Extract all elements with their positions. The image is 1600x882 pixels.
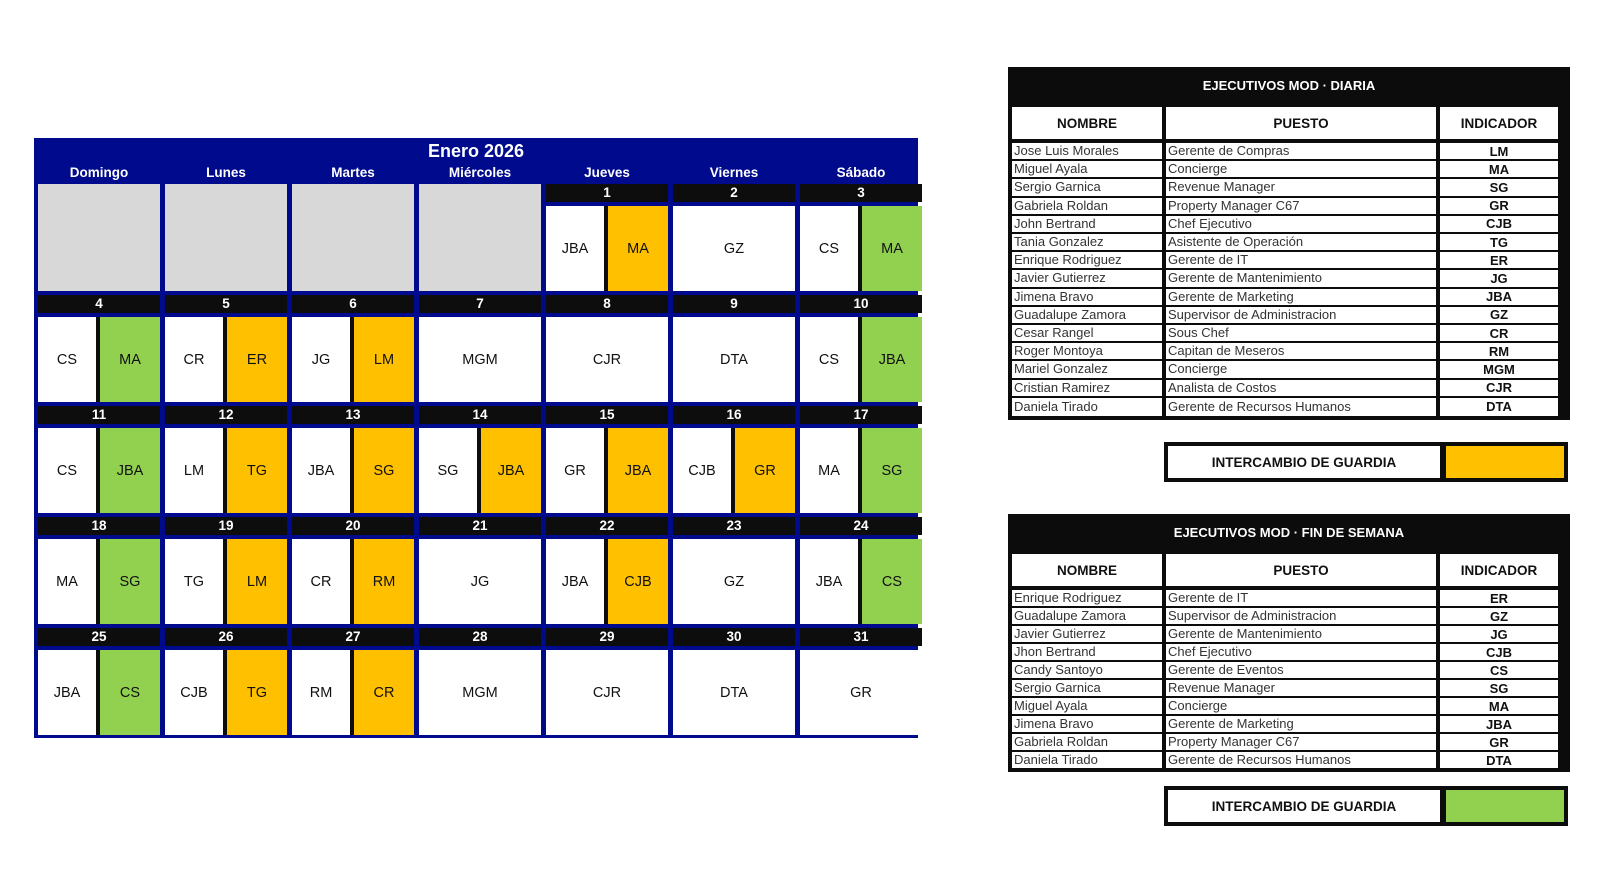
- assigned-executive: TG: [165, 539, 223, 624]
- header-nombre: NOMBRE: [1012, 107, 1162, 139]
- day-number: 19: [165, 517, 287, 535]
- cell-name: John Bertrand: [1012, 216, 1162, 232]
- assigned-executive: CS: [800, 206, 858, 291]
- weekend-table-title: EJECUTIVOS MOD · FIN DE SEMANA: [1173, 525, 1405, 540]
- cell-indicator: LM: [1440, 143, 1558, 159]
- day-number: 25: [38, 628, 160, 646]
- cell-indicator: GZ: [1440, 608, 1558, 624]
- day-cell: [419, 539, 541, 624]
- assigned-executive: JBA: [292, 428, 350, 513]
- cell-name: Gabriela Roldan: [1012, 734, 1162, 750]
- assigned-executive: CS: [38, 428, 96, 513]
- cell-indicator: CR: [1440, 325, 1558, 341]
- swap-executive: TG: [227, 428, 287, 513]
- daily-legend: [1164, 442, 1568, 482]
- day-number: 15: [546, 406, 668, 424]
- assigned-executive: GR: [800, 650, 922, 735]
- cell-position: Gerente de Mantenimiento: [1166, 626, 1436, 642]
- cell-position: Supervisor de Administracion: [1166, 608, 1436, 624]
- cell-indicator: GZ: [1440, 307, 1558, 323]
- day-cell: [292, 539, 414, 624]
- swap-executive: MA: [100, 317, 160, 402]
- cell-name: Jose Luis Morales: [1012, 143, 1162, 159]
- cell-name: Roger Montoya: [1012, 343, 1162, 359]
- swap-executive: ER: [227, 317, 287, 402]
- cell-position: Gerente de Compras: [1166, 143, 1436, 159]
- day-cell: [673, 317, 795, 402]
- day-number: 6: [292, 295, 414, 313]
- day-name: Jueves: [584, 165, 630, 180]
- day-name: Viernes: [709, 165, 759, 180]
- cell-position: Gerente de Mantenimiento: [1166, 270, 1436, 286]
- cell-name: Candy Santoyo: [1012, 662, 1162, 678]
- day-number: 13: [292, 406, 414, 424]
- cell-position: Capitan de Meseros: [1166, 343, 1436, 359]
- day-cell: [292, 650, 414, 735]
- day-number: 4: [38, 295, 160, 313]
- day-cell: [165, 428, 287, 513]
- daily-executives-table: [1008, 67, 1570, 420]
- day-cell: [165, 650, 287, 735]
- day-cell: [673, 428, 795, 513]
- day-number: 1: [546, 184, 668, 202]
- day-number: 26: [165, 628, 287, 646]
- day-number: 14: [419, 406, 541, 424]
- swap-executive: GR: [735, 428, 795, 513]
- day-cell: [292, 428, 414, 513]
- assigned-executive: MA: [800, 428, 858, 513]
- day-number: 22: [546, 517, 668, 535]
- day-cell: [38, 539, 160, 624]
- assigned-executive: JBA: [546, 206, 604, 291]
- day-cell: [292, 317, 414, 402]
- assigned-executive: MGM: [419, 650, 541, 735]
- cell-position: Revenue Manager: [1166, 680, 1436, 696]
- cell-indicator: JG: [1440, 626, 1558, 642]
- weekend-legend-label: INTERCAMBIO DE GUARDIA: [1168, 790, 1440, 822]
- cell-indicator: ER: [1440, 590, 1558, 606]
- day-cell: [546, 317, 668, 402]
- cell-name: Enrique Rodriguez: [1012, 590, 1162, 606]
- swap-executive: JBA: [862, 317, 922, 402]
- day-cell: [546, 428, 668, 513]
- assigned-executive: CR: [165, 317, 223, 402]
- cell-name: Jimena Bravo: [1012, 716, 1162, 732]
- cell-indicator: ER: [1440, 252, 1558, 268]
- assigned-executive: DTA: [673, 317, 795, 402]
- cell-indicator: JG: [1440, 270, 1558, 286]
- daily-legend-swatch: [1446, 446, 1564, 478]
- swap-executive: SG: [862, 428, 922, 513]
- swap-executive: LM: [227, 539, 287, 624]
- day-cell: [673, 539, 795, 624]
- day-name: Domingo: [69, 165, 129, 180]
- cell-name: Cesar Rangel: [1012, 325, 1162, 341]
- swap-executive: SG: [354, 428, 414, 513]
- header-nombre: NOMBRE: [1012, 554, 1162, 586]
- day-cell: [546, 206, 668, 291]
- day-cell: [38, 317, 160, 402]
- cell-name: Tania Gonzalez: [1012, 234, 1162, 250]
- assigned-executive: GZ: [673, 539, 795, 624]
- empty-day-cell: [165, 184, 287, 291]
- assigned-executive: JBA: [546, 539, 604, 624]
- day-cell: [38, 650, 160, 735]
- cell-name: Gabriela Roldan: [1012, 198, 1162, 214]
- weekend-executives-table: [1008, 514, 1570, 772]
- day-number: 30: [673, 628, 795, 646]
- header-puesto: PUESTO: [1166, 107, 1436, 139]
- cell-name: Guadalupe Zamora: [1012, 608, 1162, 624]
- day-cell: [673, 650, 795, 735]
- day-number: 31: [800, 628, 922, 646]
- day-cell: [800, 317, 922, 402]
- assigned-executive: RM: [292, 650, 350, 735]
- cell-position: Analista de Costos: [1166, 380, 1436, 396]
- assigned-executive: CJB: [673, 428, 731, 513]
- day-name: Martes: [331, 165, 375, 180]
- day-cell: [165, 539, 287, 624]
- cell-indicator: GR: [1440, 198, 1558, 214]
- day-number: 12: [165, 406, 287, 424]
- cell-position: Sous Chef: [1166, 325, 1436, 341]
- empty-day-cell: [419, 184, 541, 291]
- cell-name: Sergio Garnica: [1012, 179, 1162, 195]
- cell-position: Property Manager C67: [1166, 198, 1436, 214]
- cell-name: Jhon Bertrand: [1012, 644, 1162, 660]
- cell-indicator: SG: [1440, 179, 1558, 195]
- swap-executive: CJB: [608, 539, 668, 624]
- assigned-executive: JG: [292, 317, 350, 402]
- swap-executive: RM: [354, 539, 414, 624]
- cell-name: Daniela Tirado: [1012, 752, 1162, 768]
- cell-indicator: CJB: [1440, 644, 1558, 660]
- day-number: 3: [800, 184, 922, 202]
- cell-name: Daniela Tirado: [1012, 398, 1162, 416]
- cell-name: Guadalupe Zamora: [1012, 307, 1162, 323]
- day-cell: [800, 650, 922, 735]
- cell-position: Gerente de Marketing: [1166, 716, 1436, 732]
- assigned-executive: SG: [419, 428, 477, 513]
- assigned-executive: CJR: [546, 317, 668, 402]
- day-number: 2: [673, 184, 795, 202]
- cell-indicator: MA: [1440, 161, 1558, 177]
- swap-executive: JBA: [100, 428, 160, 513]
- daily-legend-label: INTERCAMBIO DE GUARDIA: [1168, 446, 1440, 478]
- empty-day-cell: [292, 184, 414, 291]
- swap-executive: CR: [354, 650, 414, 735]
- swap-executive: SG: [100, 539, 160, 624]
- cell-indicator: DTA: [1440, 752, 1558, 768]
- cell-indicator: CJB: [1440, 216, 1558, 232]
- cell-position: Gerente de Marketing: [1166, 289, 1436, 305]
- assigned-executive: JG: [419, 539, 541, 624]
- cell-name: Javier Gutierrez: [1012, 626, 1162, 642]
- cell-indicator: DTA: [1440, 398, 1558, 416]
- cell-position: Concierge: [1166, 361, 1436, 377]
- day-cell: [165, 317, 287, 402]
- assigned-executive: JBA: [38, 650, 96, 735]
- cell-position: Asistente de Operación: [1166, 234, 1436, 250]
- day-number: 8: [546, 295, 668, 313]
- cell-position: Chef Ejecutivo: [1166, 644, 1436, 660]
- cell-name: Mariel Gonzalez: [1012, 361, 1162, 377]
- day-cell: [419, 428, 541, 513]
- day-number: 9: [673, 295, 795, 313]
- cell-indicator: MA: [1440, 698, 1558, 714]
- cell-position: Gerente de Recursos Humanos: [1166, 398, 1436, 416]
- day-number: 17: [800, 406, 922, 424]
- day-number: 23: [673, 517, 795, 535]
- swap-executive: JBA: [481, 428, 541, 513]
- cell-indicator: SG: [1440, 680, 1558, 696]
- header-indicador: INDICADOR: [1440, 554, 1558, 586]
- day-number: 28: [419, 628, 541, 646]
- cell-indicator: JBA: [1440, 289, 1558, 305]
- assigned-executive: CR: [292, 539, 350, 624]
- cell-indicator: CS: [1440, 662, 1558, 678]
- day-number: 29: [546, 628, 668, 646]
- cell-name: Miguel Ayala: [1012, 698, 1162, 714]
- cell-name: Javier Gutierrez: [1012, 270, 1162, 286]
- weekend-legend: [1164, 786, 1568, 826]
- cell-name: Cristian Ramirez: [1012, 380, 1162, 396]
- day-number: 27: [292, 628, 414, 646]
- day-cell: [800, 206, 922, 291]
- assigned-executive: MGM: [419, 317, 541, 402]
- cell-position: Concierge: [1166, 698, 1436, 714]
- day-cell: [38, 428, 160, 513]
- assigned-executive: GZ: [673, 206, 795, 291]
- empty-day-cell: [38, 184, 160, 291]
- cell-position: Revenue Manager: [1166, 179, 1436, 195]
- daily-table-title: EJECUTIVOS MOD · DIARIA: [1202, 78, 1376, 93]
- swap-executive: LM: [354, 317, 414, 402]
- cell-position: Property Manager C67: [1166, 734, 1436, 750]
- assigned-executive: LM: [165, 428, 223, 513]
- assigned-executive: MA: [38, 539, 96, 624]
- day-number: 24: [800, 517, 922, 535]
- day-cell: [546, 539, 668, 624]
- day-number: 11: [38, 406, 160, 424]
- cell-indicator: CJR: [1440, 380, 1558, 396]
- assigned-executive: JBA: [800, 539, 858, 624]
- day-cell: [673, 206, 795, 291]
- swap-executive: TG: [227, 650, 287, 735]
- day-cell: [800, 428, 922, 513]
- cell-name: Jimena Bravo: [1012, 289, 1162, 305]
- day-name: Miércoles: [448, 165, 512, 180]
- day-number: 20: [292, 517, 414, 535]
- cell-name: Sergio Garnica: [1012, 680, 1162, 696]
- cell-position: Concierge: [1166, 161, 1436, 177]
- day-cell: [419, 317, 541, 402]
- cell-position: Supervisor de Administracion: [1166, 307, 1436, 323]
- cell-name: Enrique Rodriguez: [1012, 252, 1162, 268]
- day-number: 10: [800, 295, 922, 313]
- swap-executive: MA: [862, 206, 922, 291]
- day-name: Sábado: [836, 165, 886, 180]
- header-puesto: PUESTO: [1166, 554, 1436, 586]
- cell-name: Miguel Ayala: [1012, 161, 1162, 177]
- cell-indicator: RM: [1440, 343, 1558, 359]
- assigned-executive: DTA: [673, 650, 795, 735]
- assigned-executive: GR: [546, 428, 604, 513]
- assigned-executive: CS: [800, 317, 858, 402]
- cell-indicator: TG: [1440, 234, 1558, 250]
- cell-indicator: JBA: [1440, 716, 1558, 732]
- assigned-executive: CJB: [165, 650, 223, 735]
- assigned-executive: CJR: [546, 650, 668, 735]
- day-name: Lunes: [206, 165, 246, 180]
- day-cell: [419, 650, 541, 735]
- cell-position: Gerente de IT: [1166, 590, 1436, 606]
- day-number: 18: [38, 517, 160, 535]
- cell-indicator: GR: [1440, 734, 1558, 750]
- day-number: 16: [673, 406, 795, 424]
- swap-executive: MA: [608, 206, 668, 291]
- assigned-executive: CS: [38, 317, 96, 402]
- header-indicador: INDICADOR: [1440, 107, 1558, 139]
- calendar: [34, 138, 918, 738]
- cell-position: Gerente de Eventos: [1166, 662, 1436, 678]
- swap-executive: JBA: [608, 428, 668, 513]
- cell-position: Gerente de Recursos Humanos: [1166, 752, 1436, 768]
- cell-position: Gerente de IT: [1166, 252, 1436, 268]
- calendar-title: Enero 2026: [427, 141, 525, 161]
- day-cell: [546, 650, 668, 735]
- weekend-legend-swatch: [1446, 790, 1564, 822]
- cell-position: Chef Ejecutivo: [1166, 216, 1436, 232]
- day-cell: [800, 539, 922, 624]
- day-number: 21: [419, 517, 541, 535]
- day-number: 7: [419, 295, 541, 313]
- day-number: 5: [165, 295, 287, 313]
- swap-executive: CS: [862, 539, 922, 624]
- swap-executive: CS: [100, 650, 160, 735]
- cell-indicator: MGM: [1440, 361, 1558, 377]
